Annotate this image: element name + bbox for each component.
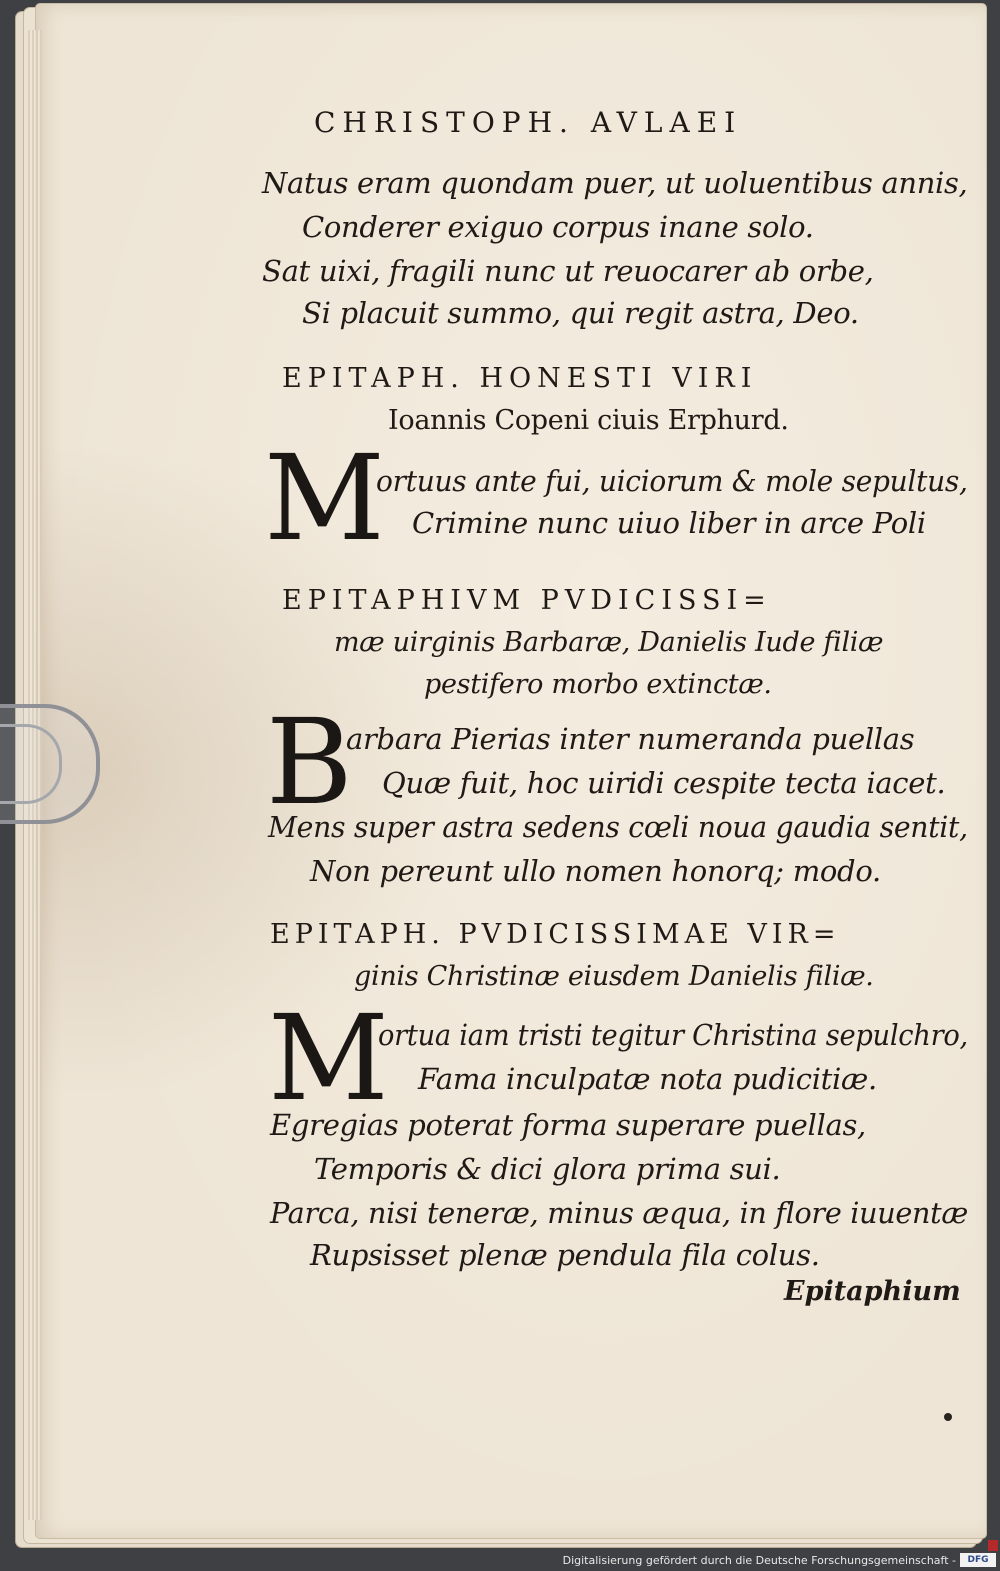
heading4-sub: ginis Christinæ eiusdem Danielis filiæ. [354, 961, 874, 992]
poem1-line-2: Conderer exiguo corpus inane solo. [302, 210, 814, 244]
heading2-sub: Ioannis Copeni ciuis Erphurd. [388, 405, 789, 436]
heading4-caps: EPITAPH. PVDICISSIMAE VIR= [270, 919, 841, 950]
poem4-line-3: Egregias poterat forma superare puellas, [270, 1108, 866, 1142]
poem2-line-2: Crimine nunc uiuo liber in arce Poli [412, 506, 926, 540]
poem2-line-1: ortuus ante fui, uiciorum & mole sepultus, [376, 464, 968, 498]
poem2-dropcap: M [264, 429, 385, 567]
poem1-line-4: Si placuit summo, qui regit astra, Deo. [302, 296, 859, 330]
heading3-caps: EPITAPHIVM PVDICISSI= [282, 585, 772, 616]
poem4-line-4: Temporis & dici glora prima sui. [314, 1152, 781, 1186]
poem4-line-1: ortua iam tristi tegitur Christina sepulchro, [378, 1018, 968, 1052]
heading3-sub1: mæ uirginis Barbaræ, Danielis Iude filiæ [334, 627, 884, 658]
ink-speck [944, 1413, 952, 1421]
poem3-line-3: Mens super astra sedens cœli noua gaudia sentit, [268, 810, 968, 844]
running-head: CHRISTOPH. AVLAEI [314, 106, 743, 139]
poem1-line-3: Sat uixi, fragili nunc ut reuocarer ab orbe, [262, 254, 874, 288]
heading3-sub2: pestifero morbo extinctæ. [424, 669, 772, 700]
catchword: Epitaphium [784, 1276, 961, 1307]
dfg-logo-icon: DFG [960, 1553, 996, 1567]
heading2-caps: EPITAPH. HONESTI VIRI [282, 363, 758, 394]
poem3-line-2: Quæ fuit, hoc uiridi cespite tecta iacet. [382, 766, 946, 800]
poem4-line-2: Fama inculpatæ nota pudicitiæ. [418, 1062, 877, 1096]
poem1-line-1: Natus eram quondam puer, ut uoluentibus annis, [262, 166, 968, 200]
funding-credit: Digitalisierung gefördert durch die Deutsche Forschungsgemeinschaft - [562, 1554, 956, 1567]
poem4-line-6: Rupsisset plenæ pendula fila colus. [310, 1238, 820, 1272]
poem3-dropcap: B [266, 693, 353, 831]
poem3-line-4: Non pereunt ullo nomen honorq; modo. [310, 854, 881, 888]
poem4-line-5: Parca, nisi teneræ, minus æqua, in flore iuuentæ [270, 1196, 969, 1230]
poem3-line-1: arbara Pierias inter numeranda puellas [346, 722, 915, 756]
poem4-dropcap: M [268, 989, 389, 1127]
